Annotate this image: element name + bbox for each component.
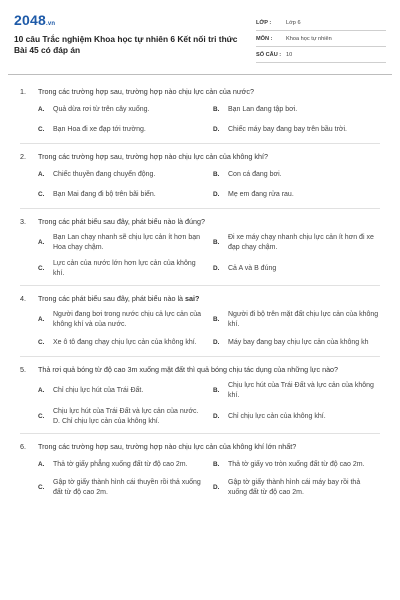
logo-domain: .vn	[45, 21, 56, 27]
option-c[interactable]	[38, 123, 205, 137]
option-text: Chịu lực hút của Trái Đất và lực cản của nước. D. Chỉ chịu lực cản của không khí.	[53, 408, 199, 425]
option-letter: D.	[213, 413, 220, 420]
info-table	[256, 15, 386, 63]
option-text: Bạn Lan đang tập bơi.	[228, 106, 298, 113]
option-text: Cả A và B đúng	[228, 265, 277, 272]
option-letter: D.	[213, 339, 220, 346]
option-letter: A.	[38, 461, 45, 468]
question-number: 2.	[20, 152, 26, 161]
question-text-main: Trong các phát biểu sau đây, phát biểu nào là	[38, 294, 186, 303]
info-label: LỚP :	[256, 19, 272, 26]
info-value: Lớp 6	[286, 19, 301, 26]
option-a[interactable]	[38, 458, 205, 472]
option-text: Bạn Hoa đi xe đạp tới trường.	[53, 126, 146, 133]
answer-options	[20, 458, 380, 498]
option-c[interactable]	[38, 259, 205, 279]
document-title-line-2: Bài 45 có đáp án	[14, 45, 81, 55]
question-item	[20, 144, 380, 209]
option-b[interactable]	[213, 310, 380, 330]
option-text: Bạn Lan chạy nhanh sẽ chịu lực cản ít hơn bạn Hoa chạy chậm.	[53, 234, 201, 251]
option-text: Chiếc máy bay đang bay trên bầu trời.	[228, 126, 347, 133]
info-value: Khoa học tự nhiên	[286, 35, 332, 42]
option-d[interactable]	[213, 188, 380, 202]
option-text: Người đi bộ trên mặt đất chịu lực cản của không khí.	[228, 311, 379, 328]
option-text: Đi xe máy chạy nhanh chịu lực cản ít hơn đi xe đạp chạy chậm.	[228, 234, 374, 251]
option-a[interactable]	[38, 310, 205, 330]
question-header	[20, 442, 380, 452]
option-text: Xe ô tô đang chạy chịu lực cản của không khí.	[53, 339, 197, 346]
question-number: 4.	[20, 294, 26, 303]
question-header	[20, 294, 380, 304]
site-logo[interactable]	[14, 13, 244, 31]
option-letter: C.	[38, 126, 45, 133]
option-a[interactable]	[38, 103, 205, 117]
info-label: SỐ CÂU :	[256, 51, 282, 58]
question-item	[20, 209, 380, 286]
option-b[interactable]	[213, 168, 380, 182]
option-letter: D.	[213, 484, 220, 491]
option-text: Bạn Mai đang đi bộ trên bãi biển.	[53, 191, 156, 198]
option-b[interactable]	[213, 233, 380, 253]
option-d[interactable]	[213, 336, 380, 350]
option-c[interactable]	[38, 336, 205, 350]
option-letter: C.	[38, 484, 45, 491]
question-number: 6.	[20, 442, 26, 451]
question-item	[20, 434, 380, 504]
option-d[interactable]	[213, 123, 380, 137]
option-letter: D.	[213, 191, 220, 198]
option-letter: C.	[38, 191, 45, 198]
answer-options	[20, 168, 380, 202]
option-text: Chỉ chịu lực cản của không khí.	[228, 413, 326, 420]
option-b[interactable]	[213, 103, 380, 117]
option-a[interactable]	[38, 168, 205, 182]
option-text: Quả dừa rơi từ trên cây xuống.	[53, 106, 150, 113]
option-text: Gập tờ giấy thành hình cái thuyền rồi thả xuống đất từ độ cao 2m.	[53, 479, 201, 496]
document-title	[14, 34, 244, 56]
answer-options	[20, 310, 380, 350]
option-letter: B.	[213, 239, 220, 246]
question-emphasis: sai?	[185, 294, 200, 303]
option-letter: A.	[38, 387, 45, 394]
question-text: Thả rơi quả bóng từ độ cao 3m xuống mặt đất thì quả bóng chịu tác dụng của những lực nào?	[38, 365, 339, 374]
option-text: Con cá đang bơi.	[228, 171, 282, 178]
question-text: Trong các trường hợp sau, trường hợp nào chịu lực cản của nước?	[38, 87, 254, 96]
question-text: Trong các trường hợp sau, trường hợp nào chịu lực cản của không khí lớn nhất?	[38, 442, 297, 451]
page-header	[14, 0, 386, 74]
question-header	[20, 152, 380, 162]
info-row-grade	[256, 15, 386, 31]
option-text: Máy bay đang bay chịu lực cản của không kh	[228, 339, 369, 346]
question-text: Trong các trường hợp sau, trường hợp nào chịu lực cản của không khí?	[38, 152, 268, 161]
option-a[interactable]	[38, 233, 205, 253]
question-list	[14, 75, 386, 504]
option-letter: C.	[38, 413, 45, 420]
option-d[interactable]	[213, 259, 380, 279]
info-row-question-count	[256, 47, 386, 63]
header-left	[14, 13, 244, 56]
answer-options	[20, 233, 380, 279]
answer-options	[20, 381, 380, 427]
option-letter: A.	[38, 239, 45, 246]
option-text: Mẹ em đang rửa rau.	[228, 191, 294, 198]
option-letter: A.	[38, 316, 45, 323]
option-letter: C.	[38, 265, 45, 272]
option-text: Chịu lực hút của Trái Đất và lực cản của không khí.	[228, 382, 374, 399]
question-header	[20, 87, 380, 97]
option-letter: C.	[38, 339, 45, 346]
option-text: Thả tờ giấy phẳng xuống đất từ độ cao 2m.	[53, 461, 188, 468]
option-text: Gập tờ giấy thành hình cái máy bay rồi thả xuống đất từ độ cao 2m.	[228, 479, 361, 496]
option-text: Chỉ chịu lực hút của Trái Đất.	[53, 387, 144, 394]
option-text: Lực cản của nước lớn hơn lực cản của không khí.	[53, 260, 196, 277]
option-letter: A.	[38, 171, 45, 178]
option-letter: B.	[213, 387, 220, 394]
option-text: Chiếc thuyền đang chuyển động.	[53, 171, 156, 178]
logo-main: 2048	[14, 12, 46, 28]
option-b[interactable]	[213, 381, 380, 401]
option-letter: D.	[213, 265, 220, 272]
option-c[interactable]	[38, 188, 205, 202]
question-item	[20, 357, 380, 434]
answer-options	[20, 103, 380, 137]
option-a[interactable]	[38, 381, 205, 401]
question-number: 5.	[20, 365, 26, 374]
question-text: Trong các phát biểu sau đây, phát biểu nào là đúng?	[38, 217, 206, 226]
option-letter: D.	[213, 126, 220, 133]
question-item	[20, 286, 380, 357]
question-header	[20, 365, 380, 375]
info-row-subject	[256, 31, 386, 47]
option-letter: A.	[38, 106, 45, 113]
option-text: Người đang bơi trong nước chịu cả lực cản của không khí và của nước.	[53, 311, 202, 328]
document-title-line-1: 10 câu Trắc nghiệm Khoa học tự nhiên 6 Kết nối tri thức	[14, 34, 238, 44]
option-c[interactable]	[38, 407, 205, 427]
question-item	[20, 79, 380, 144]
option-letter: B.	[213, 171, 220, 178]
option-c[interactable]	[38, 478, 205, 498]
option-letter: B.	[213, 106, 220, 113]
option-d[interactable]	[213, 407, 380, 427]
option-text: Thả tờ giấy vo tròn xuống đất từ độ cao 2m.	[228, 461, 365, 468]
info-value: 10	[286, 51, 293, 58]
info-label: MÔN :	[256, 35, 273, 42]
question-number: 1.	[20, 87, 26, 96]
question-header	[20, 217, 380, 227]
question-text	[38, 294, 380, 304]
option-d[interactable]	[213, 478, 380, 498]
option-letter: B.	[213, 316, 220, 323]
option-b[interactable]	[213, 458, 380, 472]
option-letter: B.	[213, 461, 220, 468]
question-number: 3.	[20, 217, 26, 226]
